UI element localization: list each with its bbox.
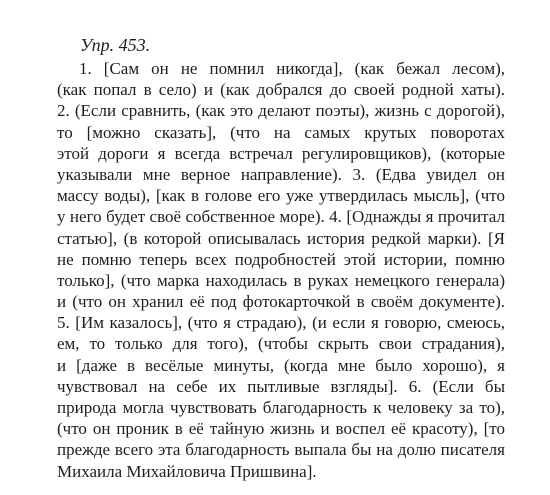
text-line: 5. [Им казалось], (что я страдаю), (и если я говорю, смеюсь, <box>57 313 505 333</box>
text-line: Михаила Михайловича Пришвина]. <box>57 461 317 481</box>
exercise-heading: Упр. 453. <box>80 35 151 55</box>
text-line: и [даже в весёлые минуты, (когда мне было хорошо), я <box>57 355 505 375</box>
text-line: статью], (в которой описывалась история редкой марки). [Я <box>57 228 505 248</box>
text-line: и (что он хранил её под фотокарточкой в своём документе). <box>57 292 505 312</box>
text-line: только], (что марка находилась в руках немецкого генерала) <box>57 270 505 290</box>
text-line: у него будет своё собственное море). 4. [Однажды я прочитал <box>57 207 505 227</box>
text-line: массу воды), [как в голове его уже утвердилась мысль], (что <box>57 186 505 206</box>
text-line: 1. [Сам он не помнил никогда], (как бежал лесом), <box>79 59 505 78</box>
text-line: ем, то только для того), (чтобы скрыть свои страдания), <box>57 334 505 354</box>
text-line: не помню теперь всех подробностей этой истории, помню <box>57 249 505 269</box>
text-line: то [можно сказать], (что на самых крутых поворотах <box>57 122 505 142</box>
text-line: чувствовал на себе их пытливые взгляды]. 6. (Если бы <box>57 376 505 396</box>
text-line: прежде всего эта благодарность выпала бы на долю писателя <box>57 440 505 460</box>
text-line: (что он проник в её тайную жизнь и воспел её красоту), [то <box>57 419 505 439</box>
text-line: (как попал в село) и (как добрался до своей родной хаты). <box>57 80 505 100</box>
text-line: природа могла чувствовать благодарность к человеку за то), <box>57 398 505 417</box>
text-line: указывали мне верное направление). 3. (Едва увидел он <box>57 164 505 184</box>
text-line: 2. (Если сравнить, (как это делают поэты), жизнь с дорогой), <box>57 101 505 121</box>
exercise-text <box>57 58 505 482</box>
text-line: этой дороги я всегда встречал регулировщиков), (которые <box>57 143 505 163</box>
